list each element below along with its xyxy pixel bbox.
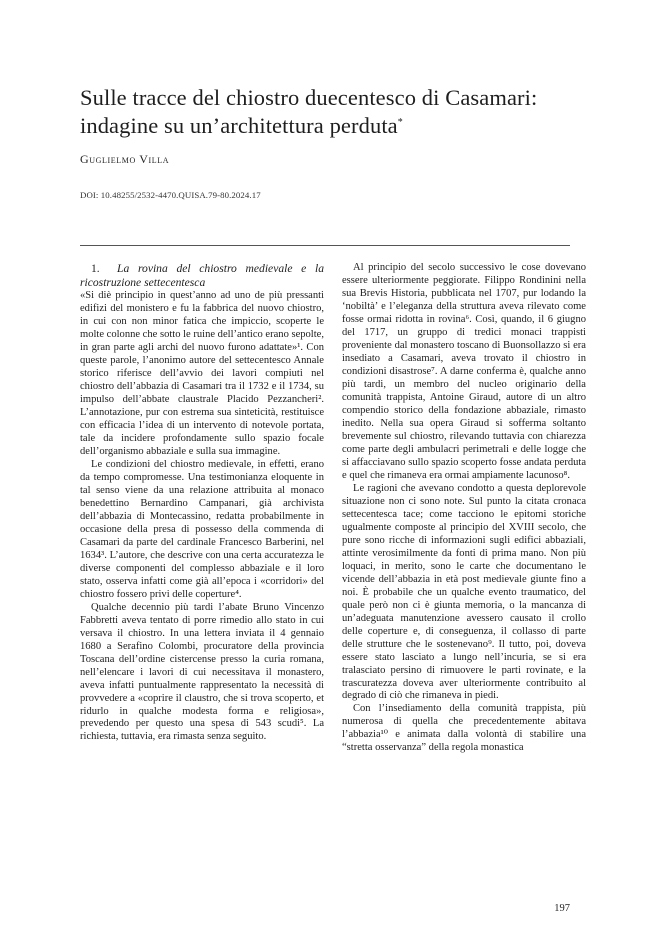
left-column <box>80 262 324 744</box>
paragraph: Qualche decennio più tardi l’abate Bruno Vincenzo Fabbretti aveva tentato di porre rimedio allo stato in cui versava il chiostro. In una lettera inviata il 4 gennaio 1680 a Serafino Colombi, procuratore della provincia Toscana dell’ordine cistercense presso la curia romana, nell’elencare i lavori di cui necessitava il monastero, aveva infatti puntualmente rappresentato la necessità di provvedere a «coprire il claustro, che si trova scoperto, et ridurlo in qualche modesta forma e religiosa», prevedendo per questo una spesa di 543 scudi⁵. La richiesta, tuttavia, era rimasta senza seguito. <box>80 601 324 743</box>
section-number: 1. <box>91 262 100 275</box>
paragraph: Le ragioni che avevano condotto a questa deplorevole situazione non ci sono note. Sul punto la citata cronaca settecentesca tace; come tacciono le epitomi storiche ugualmente composte al principio del XVIII secolo, che pure sono ricche di informazioni sugli edifici abbaziali, attinte verosimilmente da fonti di prima mano. Non più loquaci, in merito, sono le carte che documentano le vicende dell’abbazia in età post medievale giunte fino a noi. È probabile che un qualche evento traumatico, del quale però non ci è giunta memoria, o la mancanza di un’adeguata manutenzione avessero causato il crollo delle coperture e, di conseguenza, il collasso di parte delle strutture che le sostenevano⁹. Il tutto, poi, doveva essere stato lasciato a lungo nell’incuria, se si era tralasciato persino di rimuovere le parti rovinate, e la trascuratezza doveva aver ulteriormente contribuito al degrado di ciò che rimaneva in piedi. <box>342 482 586 702</box>
page-number: 197 <box>554 903 570 914</box>
section-heading <box>80 262 324 290</box>
title-line-1: Sulle tracce del chiostro duecentesco di Casamari: <box>80 85 538 110</box>
title-line-2: indagine su un’architettura perduta <box>80 113 398 138</box>
title-footnote-mark: * <box>397 117 403 128</box>
doi-link[interactable]: DOI: 10.48255/2532-4470.QUISA.79-80.2024.17 <box>80 190 261 200</box>
right-column <box>342 262 586 755</box>
paragraph: «Si diè principio in quest’anno ad uno de più pressanti edifizi del monistero e fu la fabbrica del nuovo chiostro, in cui con non minor fatica che impiccio, scoperte le molte colonne che sotto le ruine dell’antico erano sepolte, in gran parte agli archi del nuovo furono adattate»¹. Con queste parole, l’anonimo autore del settecentesco Annale storico riferisce dell’avvio dei lavori compiuti nel chiostro dell’abbazia di Casamari tra il 1732 e il 1734, su impulso dell’abbate claustrale Placido Pezzancheri². L’annotazione, pur con estrema sua sinteticità, restituisce con efficacia l’idea di un intervento di notevole portata, tale da incidere profondamente sullo spazio focale dell’organismo abbaziale e sulla sua immagine. <box>80 290 324 457</box>
paragraph: Al principio del secolo successivo le cose dovevano essere ulteriormente peggiorate. Filippo Rondinini nella sua Brevis Historia, pubblicata nel 1707, pur lodando la ‘nobiltà’ e l’eleganza della struttura aveva rilevato come fosse ormai ridotta in rovina⁶. Così, quando, il 6 giugno del 1717, un gruppo di tredici monaci trappisti proveniente dal monastero toscano di Buonsollazzo si era insediato a Casamari, aveva trovato il chiostro in condizioni disastrose⁷. A darne conferma è, qualche anno più tardi, un membro del nucleo originario della comunità trappista, Antoine Giraud, autore di un altro compendio storico della fondazione abbaziale, rimasto inedito. Nella sua opera Giraud si sofferma soltanto brevemente sul chiostro, rilevando tuttavia con chiarezza come parte degli ambulacri perimetrali e delle logge che si affacciavano sullo spazio scoperto fosse andata perduta e quel che rimaneva era ormai ampiamente lacunoso⁸. <box>342 262 586 481</box>
author-name: Guglielmo Villa <box>80 152 170 166</box>
paragraph: Con l’insediamento della comunità trappista, più numerosa di quella che precedentemente abitava l’abbazia¹⁰ e animata dalla volontà di stabilire una “stretta osservanza” della regola monastica <box>342 703 586 754</box>
header-divider <box>80 245 570 246</box>
section-title: La rovina del chiostro medievale e la ricostruzione settecentesca <box>80 262 324 289</box>
paragraph: Le condizioni del chiostro medievale, in effetti, erano da tempo compromesse. Una testimonianza eloquente in tal senso viene da una relazione attribuita al monaco benedettino Bernardino Campanari, già archivista dell’abbazia di Montecassino, redatta probabilmente in occasione della presa di possesso della commenda di Casamari da parte del cardinale Francesco Barberini, nel 1634³. L’autore, che descrive con una certa accuratezza le diverse componenti del complesso abbaziale e il loro stato, osserva infatti come già all’epoca i «corridori» del chiostro fossero privi delle coperture⁴. <box>80 458 324 600</box>
article-title <box>80 84 580 140</box>
